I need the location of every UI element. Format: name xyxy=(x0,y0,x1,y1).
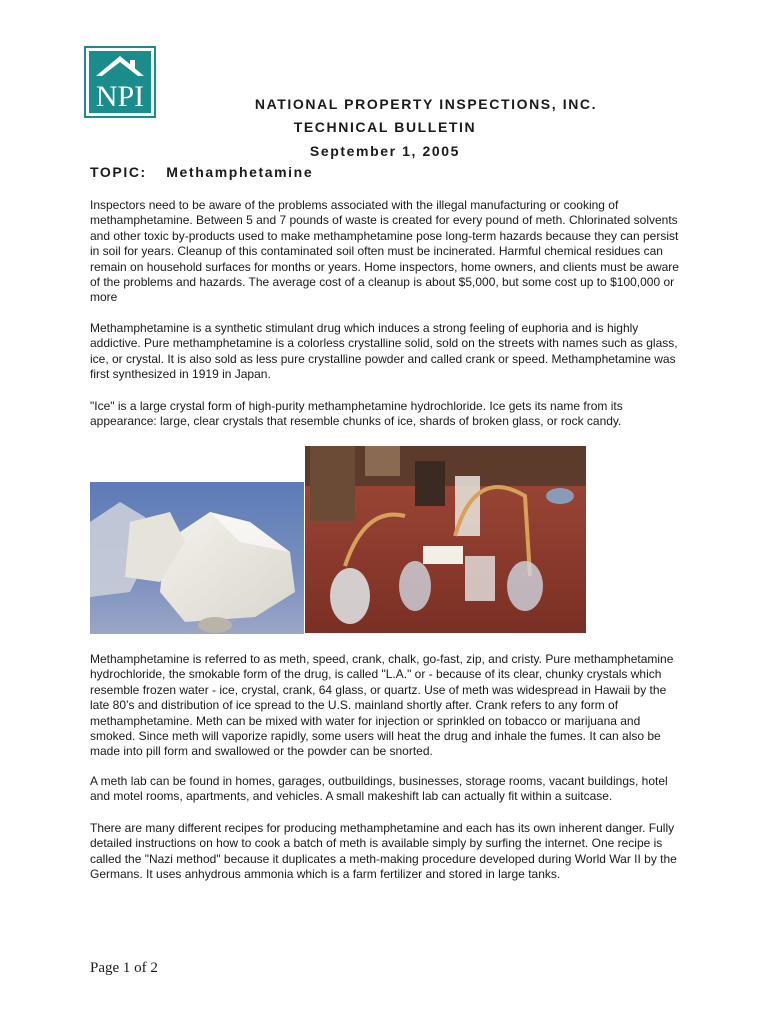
topic-label: TOPIC: xyxy=(90,164,147,180)
paragraph-definition: Methamphetamine is a synthetic stimulant drug which induces a strong feeling of euphoria and is highly addictive. Pure methamphetamine is a colorless crystalline solid, sold on the streets with names such as glass, ice, or crystal. It is also sold as less pure crystalline powder and called crank or speed. Methamphetamine was first synthesized in 1919 in Japan. xyxy=(90,321,678,382)
paragraph-street-names: Methamphetamine is referred to as meth, speed, crank, chalk, go-fast, zip, and cristy. Pure methamphetamine hydrochloride, the smokable form of the drug, is called "L.A." or - because of its clear, chunky crystals which resemble frozen water - ice, crystal, crank, 64 glass, or quartz. Use of meth was widespread in Hawaii by the late 80’s and distribution of ice spread to the U.S. mainland shortly after. Crank refers to any form of methamphetamine. Meth can be mixed with water for injection or sprinkled on tobacco or marijuana and smoked. Since meth will vaporize rapidly, some users will heat the drug and inhale the fumes. It can also be made into pill form and swallowed or the powder can be snorted. xyxy=(90,652,674,759)
paragraph-lab-locations: A meth lab can be found in homes, garages, outbuildings, businesses, storage rooms, vacant buildings, hotel and motel rooms, apartments, and vehicles. A small makeshift lab can actually fit within a suitcase. xyxy=(90,774,668,804)
paragraph-recipes: There are many different recipes for producing methamphetamine and each has its own inherent danger. Fully detailed instructions on how to cook a batch of meth is available simply by surfing the internet. One recipe is called the "Nazi method" because it duplicates a meth-making procedure developed during World War II by the Germans. It uses anhydrous ammonia which is a farm fertilizer and stored in large tanks. xyxy=(90,821,677,882)
topic-heading xyxy=(90,164,313,180)
topic-value: Methamphetamine xyxy=(166,164,314,180)
paragraph-ice: "Ice" is a large crystal form of high-purity methamphetamine hydrochloride. Ice gets its name from its appearance: large, clear crystals that resemble chunks of ice, shards of broken glass, or rock candy. xyxy=(90,399,623,429)
meth-lab-photo xyxy=(305,446,586,633)
crystal-meth-photo xyxy=(90,482,304,634)
bulletin-date: September 1, 2005 xyxy=(309,143,461,159)
paragraph-intro: Inspectors need to be aware of the problems associated with the illegal manufacturing or cooking of methamphetamine. Between 5 and 7 pounds of waste is created for every pound of meth. Chlorinated solvents and other toxic by-products used to make methamphetamine pose long-term hazards because they can persist in soil for years. Cleanup of this contaminated soil often must be incinerated. Harmful chemical residues can remain on household surfaces for months or years. Home inspectors, home owners, and clients must be aware of the problems and hazards. The average cost of a cleanup is about $5,000, but some cost up to $100,000 or more xyxy=(90,198,679,305)
bulletin-title: TECHNICAL BULLETIN xyxy=(293,119,477,135)
company-name: NATIONAL PROPERTY INSPECTIONS, INC. xyxy=(254,96,598,112)
page-number: Page 1 of 2 xyxy=(90,960,158,976)
svg-text:NPI: NPI xyxy=(95,80,145,113)
